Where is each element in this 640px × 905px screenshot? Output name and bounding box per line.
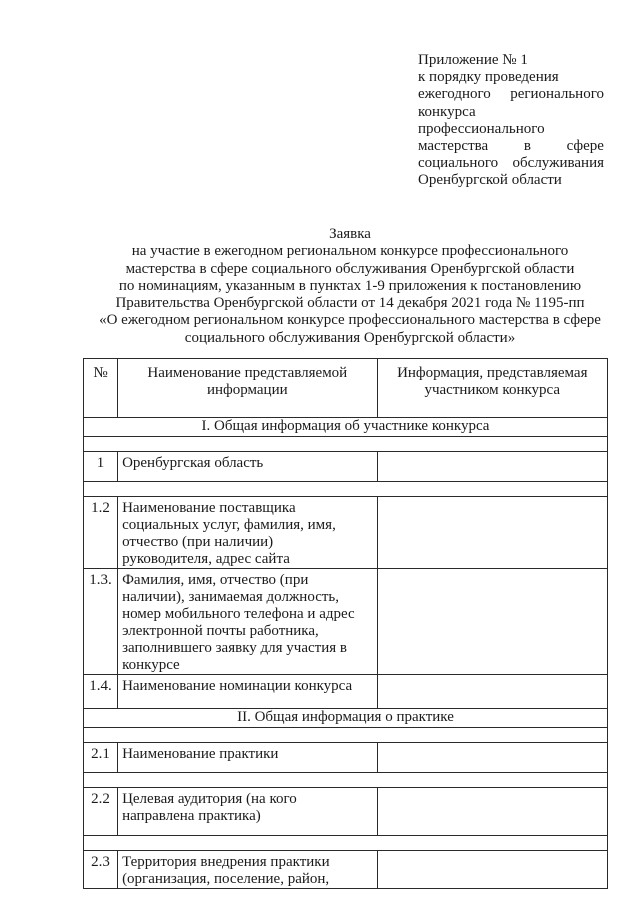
row-label-line: Наименование номинации конкурса [122, 678, 353, 694]
section-row [84, 418, 608, 437]
annex-line-justified [418, 86, 604, 103]
section-title: II. Общая информация о практике [84, 709, 608, 728]
row-label-line: социальных услуг, фамилия, имя, [122, 517, 336, 533]
row-label [118, 569, 377, 675]
row-number: 1.2 [84, 497, 118, 569]
row-number: 1.3. [84, 569, 118, 675]
application-table [83, 358, 608, 889]
annex-word: регионального [510, 86, 604, 103]
annex-word: обслуживания [512, 155, 604, 172]
table-row [84, 569, 608, 675]
spacer-row [84, 482, 608, 497]
spacer-row [84, 728, 608, 743]
annex-word: мастерства [418, 138, 489, 155]
table-row [84, 743, 608, 773]
spacer-row [84, 836, 608, 851]
header-info-line: Информация, представляемая [397, 365, 588, 381]
annex-line-justified [418, 138, 604, 155]
row-label-line: электронной почты работника, [122, 623, 319, 639]
row-value-cell[interactable] [377, 675, 607, 709]
row-value-cell[interactable] [377, 788, 607, 836]
annex-line: Оренбургской области [418, 172, 562, 189]
row-label-line: Наименование поставщика [122, 500, 296, 516]
row-label [118, 743, 377, 773]
row-label-line: Оренбургская область [122, 455, 264, 471]
section-title: I. Общая информация об участнике конкурса [84, 418, 608, 437]
title-line: на участие в ежегодном региональном конкурсе профессионального [131, 243, 569, 260]
row-label-line: Фамилия, имя, отчество (при [122, 572, 309, 588]
row-value-cell[interactable] [377, 569, 607, 675]
row-number: 2.2 [84, 788, 118, 836]
application-title [88, 226, 612, 347]
title-heading: Заявка [329, 226, 371, 242]
annex-line: конкурса [418, 103, 476, 120]
row-label-line: наличии), занимаемая должность, [122, 589, 340, 605]
table-header-row [84, 359, 608, 418]
table-row [84, 452, 608, 482]
table-row [84, 497, 608, 569]
annex-line: Приложение № 1 [418, 52, 528, 68]
spacer-cell [84, 437, 608, 452]
row-label-line: заполнившего заявку для участия в [122, 640, 347, 656]
header-number: № [84, 359, 118, 418]
row-label-line: Территория внедрения практики [122, 854, 330, 870]
row-number: 2.3 [84, 851, 118, 889]
title-line: социального обслуживания Оренбургской области» [184, 329, 516, 346]
row-label [118, 675, 377, 709]
annex-word: сфере [566, 138, 604, 155]
table-row [84, 851, 608, 889]
row-label [118, 452, 377, 482]
spacer-cell [84, 773, 608, 788]
row-value-cell[interactable] [377, 452, 607, 482]
row-label-line: руководителя, адрес сайта [122, 551, 290, 567]
row-number: 1 [84, 452, 118, 482]
header-info [377, 359, 607, 418]
spacer-cell [84, 482, 608, 497]
table-row [84, 675, 608, 709]
row-value-cell[interactable] [377, 497, 607, 569]
header-name [118, 359, 377, 418]
annex-line-justified [418, 155, 604, 172]
row-label-line: направлена практика) [122, 808, 261, 824]
title-line: Правительства Оренбургской области от 14 декабря 2021 года № 1195-пп [115, 295, 585, 312]
annex-word: социального [418, 155, 499, 172]
header-name-line: Наименование представляемой [147, 365, 348, 381]
annex-word: ежегодного [418, 86, 491, 103]
header-name-line: информации [206, 382, 288, 398]
row-label [118, 851, 377, 889]
annex-line: профессионального [418, 120, 545, 137]
row-label [118, 497, 377, 569]
title-line: «О ежегодном региональном конкурсе профессионального мастерства в сфере [99, 312, 601, 329]
row-label-line: Целевая аудитория (на кого [122, 791, 297, 807]
row-number: 2.1 [84, 743, 118, 773]
title-line: мастерства в сфере социального обслуживания Оренбургской области [125, 260, 575, 277]
row-value-cell[interactable] [377, 851, 607, 889]
header-info-line: участником конкурса [424, 382, 561, 398]
row-number: 1.4. [84, 675, 118, 709]
title-line: по номинациям, указанным в пунктах 1-9 приложения к постановлению [118, 277, 582, 294]
spacer-cell [84, 836, 608, 851]
row-label-line: Наименование практики [122, 746, 279, 762]
annex-block [418, 52, 604, 190]
spacer-row [84, 437, 608, 452]
row-label-line: отчество (при наличии) [122, 534, 274, 550]
row-label-line: номер мобильного телефона и адрес [122, 606, 355, 622]
row-label-line: (организация, поселение, район, [122, 871, 330, 887]
spacer-row [84, 773, 608, 788]
row-label [118, 788, 377, 836]
section-row [84, 709, 608, 728]
table-row [84, 788, 608, 836]
spacer-cell [84, 728, 608, 743]
annex-word: в [523, 138, 531, 155]
annex-line: к порядку проведения [418, 69, 559, 86]
row-value-cell[interactable] [377, 743, 607, 773]
row-label-line: конкурсе [122, 657, 180, 673]
